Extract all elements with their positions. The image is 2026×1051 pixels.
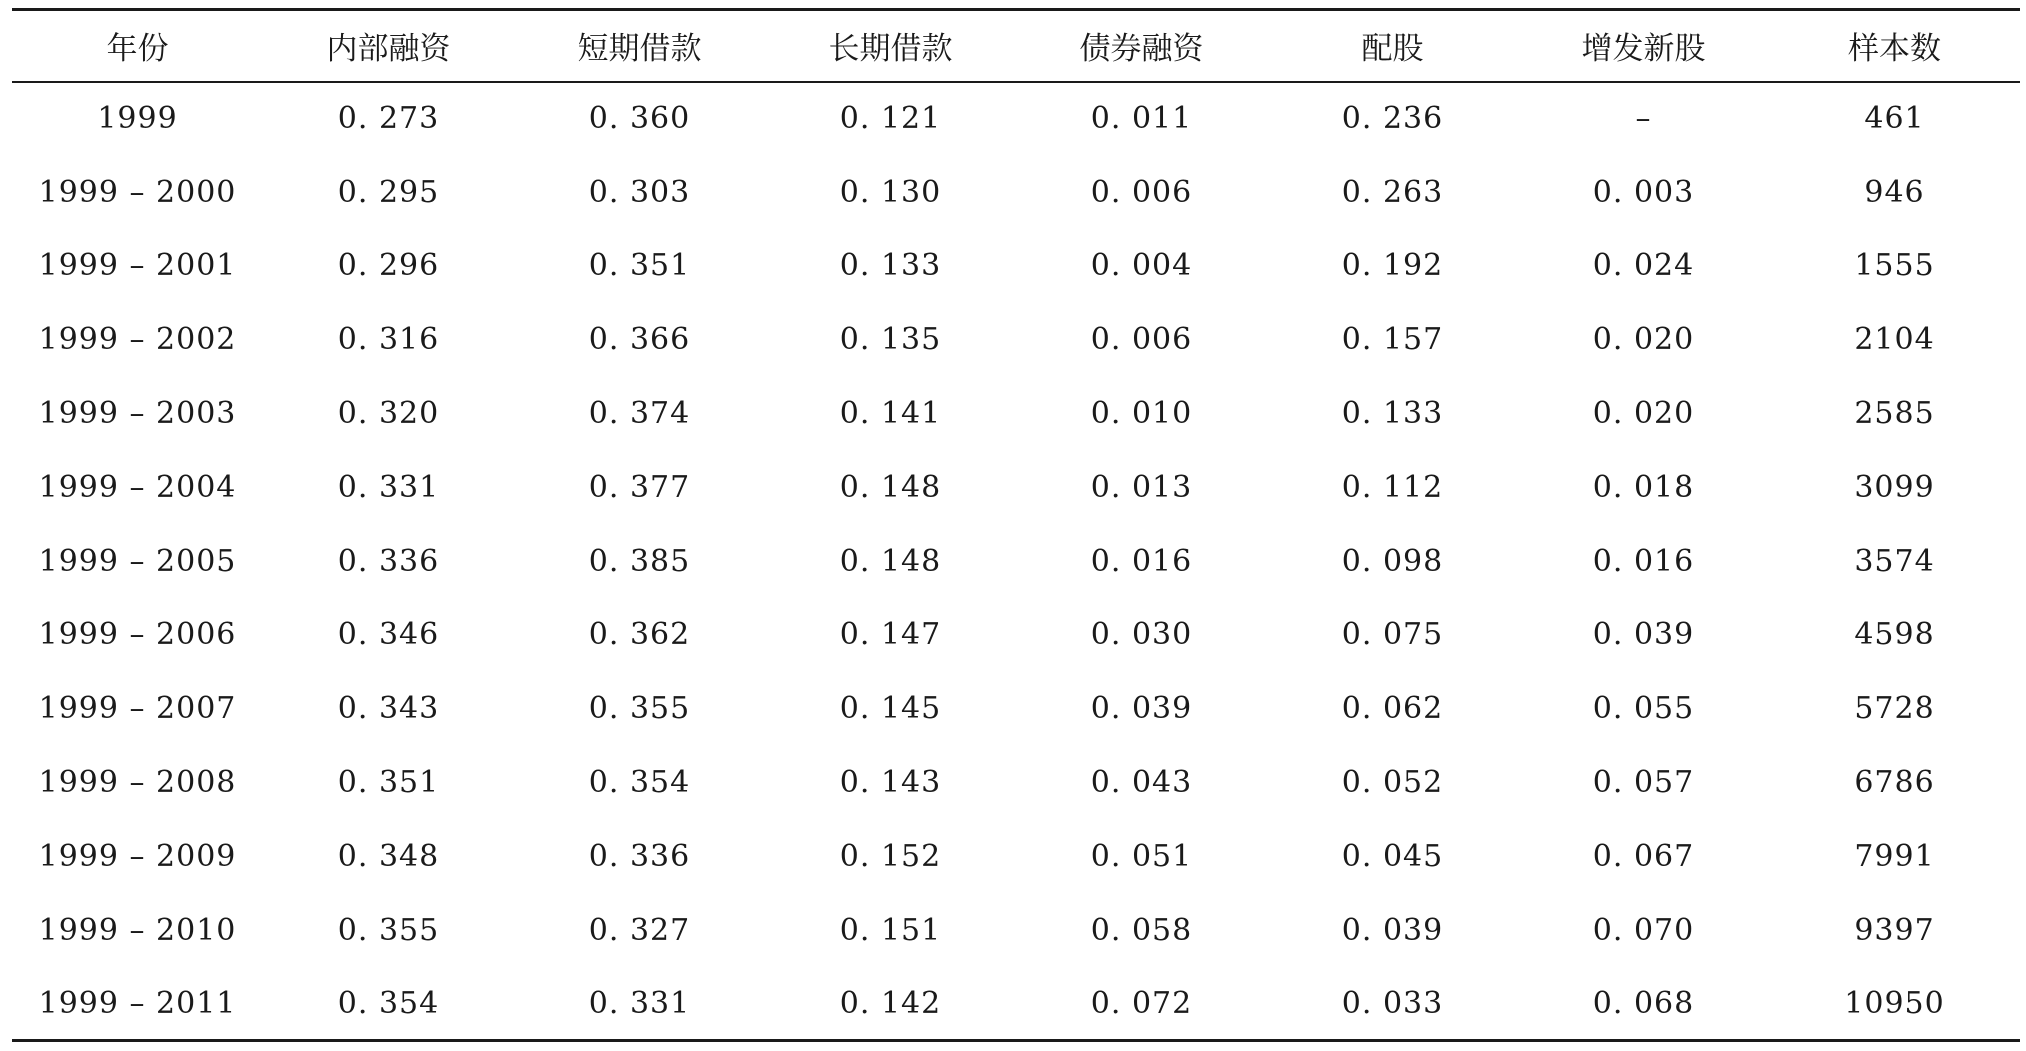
cell-bond-financing: 0. 006	[1090, 322, 1193, 358]
cell-short-term-loans: 0. 360	[588, 101, 691, 137]
cell-seasoned-offering: 0. 024	[1592, 248, 1695, 284]
table-row	[12, 819, 2020, 893]
cell-sample-count: 2585	[1854, 396, 1935, 432]
cell-bond-financing: 0. 030	[1090, 617, 1193, 653]
cell-seasoned-offering: 0. 057	[1592, 765, 1695, 801]
cell-long-term-loans: 0. 141	[839, 396, 942, 432]
cell-year: 1999 – 2008	[38, 765, 237, 801]
cell-year: 1999 – 2011	[38, 985, 237, 1021]
cell-bond-financing: 0. 006	[1090, 174, 1193, 210]
header-row	[12, 10, 2020, 82]
header-long-term-loans: 长期借款	[828, 31, 953, 68]
cell-rights-issue: 0. 192	[1341, 248, 1444, 284]
cell-sample-count: 4598	[1854, 617, 1935, 653]
cell-sample-count: 461	[1864, 101, 1925, 137]
cell-long-term-loans: 0. 145	[839, 691, 942, 727]
cell-seasoned-offering: 0. 003	[1592, 174, 1695, 210]
table-row	[12, 598, 2020, 672]
cell-internal-financing: 0. 354	[337, 985, 440, 1021]
table-row	[12, 746, 2020, 820]
cell-internal-financing: 0. 346	[337, 617, 440, 653]
cell-year: 1999 – 2006	[38, 617, 237, 653]
cell-short-term-loans: 0. 331	[588, 985, 691, 1021]
financing-structure-table	[12, 8, 2020, 1042]
cell-internal-financing: 0. 331	[337, 469, 440, 505]
cell-long-term-loans: 0. 135	[839, 322, 942, 358]
header-seasoned-offering: 增发新股	[1581, 31, 1706, 68]
header-bond-financing: 债券融资	[1079, 31, 1204, 68]
cell-seasoned-offering: 0. 020	[1592, 396, 1695, 432]
cell-seasoned-offering: –	[1635, 101, 1652, 137]
cell-internal-financing: 0. 296	[337, 248, 440, 284]
cell-rights-issue: 0. 236	[1341, 101, 1444, 137]
cell-sample-count: 1555	[1854, 248, 1935, 284]
cell-year: 1999 – 2009	[38, 838, 237, 874]
cell-seasoned-offering: 0. 067	[1592, 838, 1695, 874]
cell-rights-issue: 0. 133	[1341, 396, 1444, 432]
table-row	[12, 967, 2020, 1041]
cell-seasoned-offering: 0. 018	[1592, 469, 1695, 505]
cell-short-term-loans: 0. 362	[588, 617, 691, 653]
cell-rights-issue: 0. 098	[1341, 543, 1444, 579]
cell-long-term-loans: 0. 121	[839, 101, 942, 137]
cell-year: 1999 – 2000	[38, 174, 237, 210]
cell-bond-financing: 0. 043	[1090, 765, 1193, 801]
cell-short-term-loans: 0. 303	[588, 174, 691, 210]
header-year: 年份	[106, 31, 169, 68]
cell-sample-count: 10950	[1844, 985, 1945, 1021]
cell-internal-financing: 0. 343	[337, 691, 440, 727]
table-row	[12, 450, 2020, 524]
cell-sample-count: 2104	[1854, 322, 1935, 358]
header-short-term-loans: 短期借款	[577, 31, 702, 68]
table-row	[12, 303, 2020, 377]
cell-rights-issue: 0. 062	[1341, 691, 1444, 727]
cell-long-term-loans: 0. 147	[839, 617, 942, 653]
table-row	[12, 672, 2020, 746]
cell-internal-financing: 0. 348	[337, 838, 440, 874]
cell-long-term-loans: 0. 148	[839, 543, 942, 579]
financing-table-container	[12, 8, 2020, 1042]
table-row	[12, 82, 2020, 156]
cell-internal-financing: 0. 351	[337, 765, 440, 801]
cell-long-term-loans: 0. 130	[839, 174, 942, 210]
cell-short-term-loans: 0. 374	[588, 396, 691, 432]
table-row	[12, 377, 2020, 451]
cell-bond-financing: 0. 013	[1090, 469, 1193, 505]
cell-year: 1999 – 2004	[38, 469, 237, 505]
cell-short-term-loans: 0. 327	[588, 912, 691, 948]
header-sample-count: 样本数	[1848, 31, 1941, 68]
cell-bond-financing: 0. 016	[1090, 543, 1193, 579]
header-internal-financing: 内部融资	[326, 31, 451, 68]
table-row	[12, 524, 2020, 598]
cell-bond-financing: 0. 010	[1090, 396, 1193, 432]
cell-rights-issue: 0. 112	[1341, 469, 1444, 505]
cell-sample-count: 946	[1864, 174, 1925, 210]
cell-year: 1999 – 2003	[38, 396, 237, 432]
cell-rights-issue: 0. 052	[1341, 765, 1444, 801]
cell-sample-count: 3099	[1854, 469, 1935, 505]
cell-long-term-loans: 0. 143	[839, 765, 942, 801]
table-row	[12, 155, 2020, 229]
cell-short-term-loans: 0. 377	[588, 469, 691, 505]
cell-sample-count: 5728	[1854, 691, 1935, 727]
cell-rights-issue: 0. 039	[1341, 912, 1444, 948]
cell-year: 1999 – 2007	[38, 691, 237, 727]
cell-rights-issue: 0. 157	[1341, 322, 1444, 358]
cell-internal-financing: 0. 273	[337, 101, 440, 137]
cell-short-term-loans: 0. 366	[588, 322, 691, 358]
cell-year: 1999 – 2002	[38, 322, 237, 358]
cell-internal-financing: 0. 316	[337, 322, 440, 358]
cell-bond-financing: 0. 051	[1090, 838, 1193, 874]
cell-long-term-loans: 0. 133	[839, 248, 942, 284]
cell-long-term-loans: 0. 142	[839, 985, 942, 1021]
cell-short-term-loans: 0. 355	[588, 691, 691, 727]
cell-short-term-loans: 0. 385	[588, 543, 691, 579]
cell-rights-issue: 0. 045	[1341, 838, 1444, 874]
cell-bond-financing: 0. 058	[1090, 912, 1193, 948]
table-header	[12, 10, 2020, 82]
cell-internal-financing: 0. 336	[337, 543, 440, 579]
header-rights-issue: 配股	[1361, 31, 1424, 68]
cell-bond-financing: 0. 011	[1090, 101, 1193, 137]
cell-short-term-loans: 0. 354	[588, 765, 691, 801]
cell-rights-issue: 0. 075	[1341, 617, 1444, 653]
cell-sample-count: 6786	[1854, 765, 1935, 801]
table-body	[12, 82, 2020, 1041]
cell-sample-count: 7991	[1854, 838, 1935, 874]
cell-seasoned-offering: 0. 016	[1592, 543, 1695, 579]
cell-long-term-loans: 0. 152	[839, 838, 942, 874]
cell-short-term-loans: 0. 336	[588, 838, 691, 874]
cell-bond-financing: 0. 072	[1090, 985, 1193, 1021]
cell-sample-count: 9397	[1854, 912, 1935, 948]
table-row	[12, 229, 2020, 303]
cell-year: 1999 – 2010	[38, 912, 237, 948]
cell-seasoned-offering: 0. 055	[1592, 691, 1695, 727]
cell-long-term-loans: 0. 148	[839, 469, 942, 505]
cell-seasoned-offering: 0. 039	[1592, 617, 1695, 653]
cell-seasoned-offering: 0. 020	[1592, 322, 1695, 358]
cell-long-term-loans: 0. 151	[839, 912, 942, 948]
cell-year: 1999 – 2001	[38, 248, 237, 284]
cell-bond-financing: 0. 039	[1090, 691, 1193, 727]
cell-sample-count: 3574	[1854, 543, 1935, 579]
cell-internal-financing: 0. 295	[337, 174, 440, 210]
cell-internal-financing: 0. 320	[337, 396, 440, 432]
cell-year: 1999 – 2005	[38, 543, 237, 579]
cell-seasoned-offering: 0. 068	[1592, 985, 1695, 1021]
cell-year: 1999	[97, 101, 178, 137]
cell-seasoned-offering: 0. 070	[1592, 912, 1695, 948]
table-row	[12, 893, 2020, 967]
cell-short-term-loans: 0. 351	[588, 248, 691, 284]
cell-internal-financing: 0. 355	[337, 912, 440, 948]
cell-rights-issue: 0. 033	[1341, 985, 1444, 1021]
cell-rights-issue: 0. 263	[1341, 174, 1444, 210]
cell-bond-financing: 0. 004	[1090, 248, 1193, 284]
